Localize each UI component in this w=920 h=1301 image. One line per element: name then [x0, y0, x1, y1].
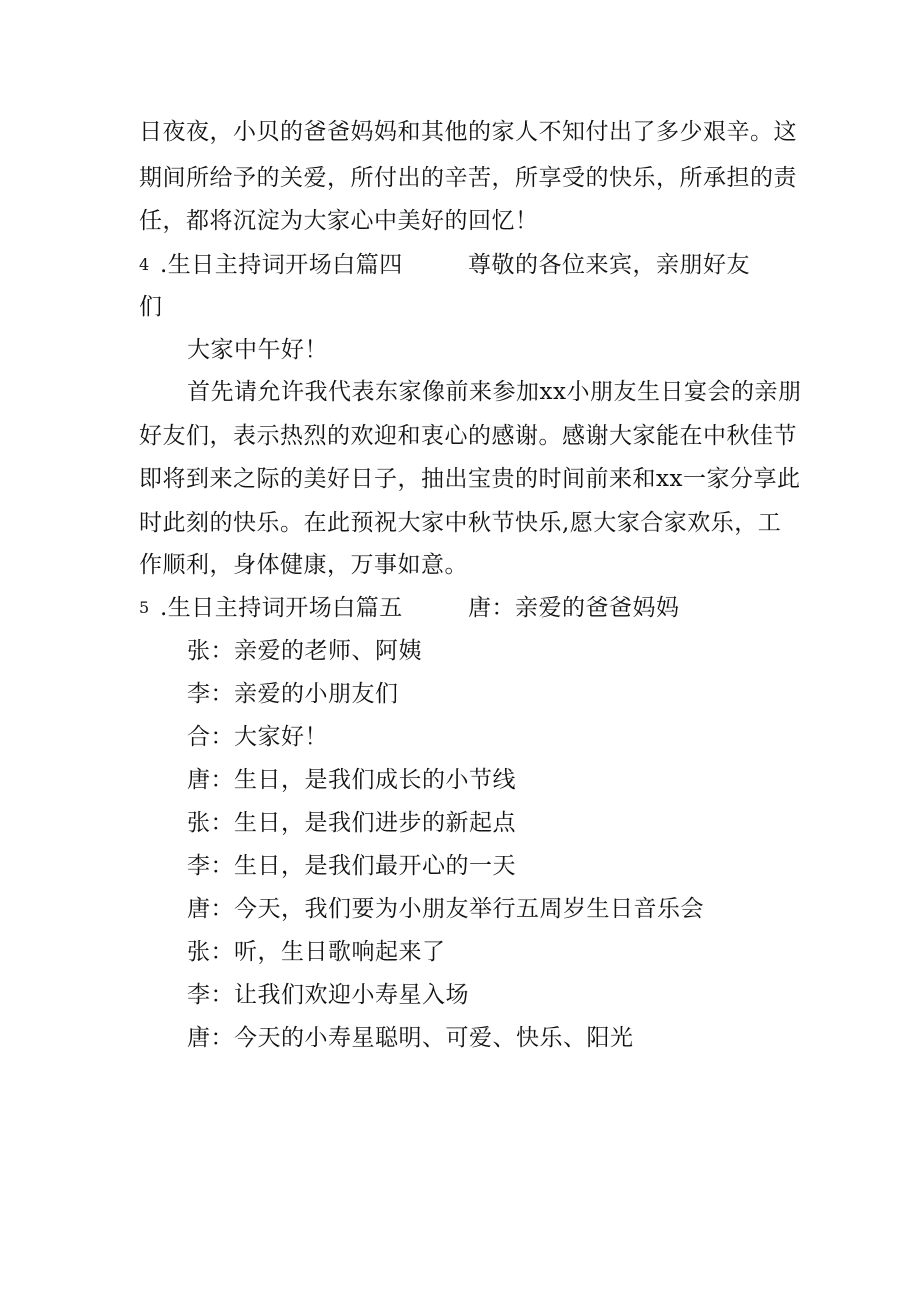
- section-4-subtitle: 尊敬的各位来宾，亲朋好友: [468, 252, 750, 278]
- section-4-title: .生日主持词开场白篇四: [160, 252, 403, 278]
- dialogue-line: 张：亲爱的老师、阿姨: [187, 638, 422, 664]
- section-5-number: 5: [139, 598, 150, 617]
- dialogue-line: 张：听，生日歌响起来了: [187, 939, 446, 965]
- section-4-greeting: 大家中午好！: [187, 337, 328, 363]
- section-4-number: 4: [139, 255, 150, 274]
- section-4-continuation: 们: [139, 294, 163, 320]
- paragraph-line: 时此刻的快乐。在此预祝大家中秋节快乐,愿大家合家欢乐，工: [139, 510, 782, 536]
- paragraph-line: 期间所给予的关爱，所付出的辛苦，所享受的快乐，所承担的责: [139, 165, 797, 191]
- paragraph-line: 任，都将沉淀为大家心中美好的回忆！: [139, 208, 539, 234]
- paragraph-line: 好友们，表示热烈的欢迎和衷心的感谢。感谢大家能在中秋佳节: [139, 423, 797, 449]
- dialogue-line: 唐：生日，是我们成长的小节线: [187, 767, 516, 793]
- paragraph-line: 日夜夜，小贝的爸爸妈妈和其他的家人不知付出了多少艰辛。这: [139, 119, 797, 145]
- dialogue-line: 李：亲爱的小朋友们: [187, 681, 399, 707]
- paragraph-line: 即将到来之际的美好日子，抽出宝贵的时间前来和xx一家分享此: [139, 466, 801, 492]
- section-5-title: .生日主持词开场白篇五: [160, 595, 403, 621]
- dialogue-line: 唐：今天的小寿星聪明、可爱、快乐、阳光: [187, 1025, 634, 1051]
- dialogue-line: 李：让我们欢迎小寿星入场: [187, 982, 469, 1008]
- dialogue-line: 李：生日，是我们最开心的一天: [187, 853, 516, 879]
- paragraph-line: 首先请允许我代表东家像前来参加xx小朋友生日宴会的亲朋: [187, 379, 802, 405]
- dialogue-line: 张：生日，是我们进步的新起点: [187, 810, 516, 836]
- paragraph-line: 作顺利，身体健康，万事如意。: [139, 552, 468, 578]
- dialogue-line: 合：大家好！: [187, 724, 328, 750]
- section-5-subtitle: 唐：亲爱的爸爸妈妈: [468, 595, 680, 621]
- dialogue-line: 唐：今天，我们要为小朋友举行五周岁生日音乐会: [187, 896, 704, 922]
